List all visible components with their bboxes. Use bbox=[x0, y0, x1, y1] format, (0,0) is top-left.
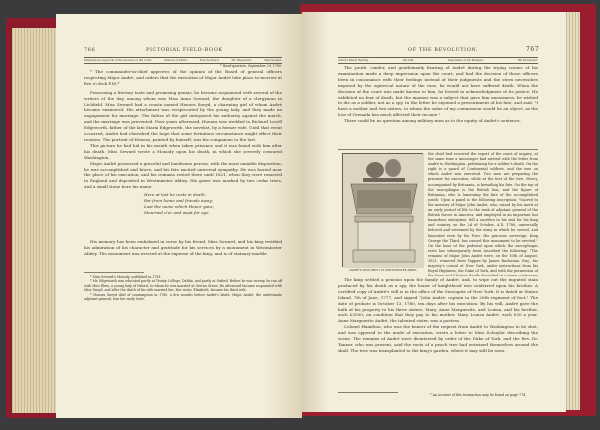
monument-illustration bbox=[342, 153, 423, 267]
footnote-rule bbox=[84, 272, 144, 273]
dateline: * Head-quarters, September 29, 1780. bbox=[219, 64, 282, 68]
subheads bbox=[338, 57, 538, 64]
footnote: * Mr. Edgeworth was educated partly at Trinity College, Dublin, and partly at Oxford. Before he was twenty, he ran off with Miss Elers, a young lady of Oxford, to whom he was married at Gretna Green. He afterward became acquainted with Miss Sneyd, and after the death of his wife married her. Her sister, Elizabeth, became his third wife. bbox=[84, 279, 282, 293]
verse-line: Here at last he rests in death, bbox=[144, 192, 207, 198]
subhead: Disposition of his Remains. bbox=[448, 59, 484, 62]
running-title: OF THE REVOLUTION. bbox=[408, 47, 479, 53]
page-number: 767 bbox=[526, 46, 540, 53]
page-edges-right bbox=[566, 12, 580, 410]
paragraph: The king settled a pension upon the family of André, and, to wipe out the imputed stain produced by his death as a spy, the honor of knighthood was conferred upon his brother. A certified copy of André's will is in the office of the Surrogate of New York. It is dated at Staten Island, 7th of June, 1777, and signed "John André, captain in the 26th regiment of foot." The date of probate is October 13, 1780, ten days after his execution. By his will, André gave the bulk of his property to his three sisters, Mary, Anne Marguerite, and Louisa, and his brother, each £3500, on condition that they pay to his mother, Mary Louisa André, each £50 a year. Anne Marguerite André, the talented sister, was a poetess. bbox=[338, 277, 538, 324]
subhead: Mr. Edgeworth. bbox=[231, 59, 253, 62]
page-number: 766 bbox=[84, 47, 96, 53]
side-text: the chief had received the report of the court of inquiry; at the same time a messenger had arrived with the letter from André to Washington, petitioning for a soldier's death. On the right is a guard of Continental soldiers, and the tree on which André was executed. Two men are preparing the prisoner for execution, while at the foot of the tree, Mercy, accompanied by Britannia, is bewailing his fate. On the top of the sarcophagus is the British lion, and the figure of Britannia, who is lamenting the fate of the accomplished youth. Upon a panel is the following inscription: "Sacred to the memory of Major John André, who, raised by his merit at an early period of life to the rank of adjutant general of the British forces in America, and employed in an important but hazardous enterprise, fell a sacrifice to his zeal for his king and country, on the 2d of October, A.D. 1780, universally beloved and esteemed by the army in which he served, and lamented even by his Foes. His gracious sovereign, King George the Third, has caused this monument to be erected." On the base of the pedestal upon which the sarcophagus rests has subsequently been inscribed the following: "The remains of Major John André were, on the 10th of August, 1821, removed from Tappan by James Buchanan, Esq., his majesty's consul at New York, under instructions from his Royal Highness, the Duke of York, and with the permission of bbox=[428, 152, 538, 274]
footnote: * An account of this transaction may be found on page 774. bbox=[430, 393, 527, 397]
paragraph: Colonel Hamilton, who was the bearer of the request from André to Washington to be shot, and was opposed to the mode of execution, wrote a letter to Miss Schuyler describing the scene. The remains of André were disinterred by order of the Duke of York, and the Rev. Dr. Tanner, who was present, said the roots of a peach tree had entwined themselves around the skull. The tree was transplanted to the king's garden, where it may still be seen. bbox=[338, 324, 538, 353]
subheads bbox=[84, 57, 282, 64]
figure-caption: ANDRÉ'S MONUMENT IN WESTMINSTER ABBEY. bbox=[348, 269, 418, 272]
left-body bbox=[84, 69, 282, 239]
divider bbox=[338, 149, 538, 150]
footnote: * Miss Seward's Monody, published in 1781. bbox=[90, 275, 162, 279]
paragraph: This picture he had hid in his mouth when taken prisoner, and it was found with him after his death. Miss Seward wrote a Monody upon his death, in which she severely censured Washington. bbox=[84, 142, 282, 160]
footnote: * Honora Sneyd died of consumption in 1780, a few months before André's death. Major André, the unfortunate adjutant-general, was her early lover. bbox=[84, 292, 282, 302]
right-body bbox=[338, 65, 538, 149]
paragraph: The youth, candor, and gentlemanly bearing of André during the trying scenes of his examination made a deep impression upon the court; and had the decision of those officers been in consonance with their feelings instead of their judgments and the stern necessities imposed by the equivocal nature of the case, he would not have suffered death. When the decision of the court was made known to him, he bowed in acknowledgment of its justice. He exhibited no fear of death, but the manner was a subject that gave him uneasiness; he wished to die as a soldier, not as a spy. In the letter he enjoined a presentiment of his fate, and said, "I have a mother and two sisters, to whom the value of my commission would be an object, as the loss of Grenada has much affected their income." bbox=[338, 65, 538, 118]
subhead: Miss Seward. bbox=[264, 59, 282, 62]
subhead: Washington's Approval of the Decision of the Court. bbox=[84, 59, 153, 62]
subhead: His Will. bbox=[402, 59, 415, 62]
paragraph: * The commander-in-chief approves of the opinion of the Board of general officers respecting Major André, and orders that the execution of Major André take place to-morrow at five o'clock P.M.* bbox=[84, 69, 282, 86]
verse-line: Mourned o'er and wept for aye. bbox=[144, 209, 210, 215]
left-body-continued bbox=[84, 239, 282, 269]
subhead: His Monument. bbox=[517, 59, 538, 62]
subhead: Honora Sneyd. bbox=[199, 59, 220, 62]
footnote-rule bbox=[338, 392, 398, 393]
verse bbox=[144, 192, 282, 216]
right-body-continued bbox=[338, 277, 538, 389]
paragraph: Major André possessed a graceful and handsome person, with the most amiable disposition; he was accomplished and brave, and his fate excited universal sympathy. He was buried near the place of his execution, and his remains rested there until 1821, when they were removed to England and deposited in Westminster Abbey. His grave was marked by two cedar trees, and a small stone bore his name: bbox=[84, 160, 282, 190]
page-edges-left bbox=[12, 28, 58, 413]
monument-engraving bbox=[343, 154, 424, 268]
verse-line: Lost the name which Honor gave, bbox=[144, 203, 215, 209]
subhead: Memoir of André. bbox=[164, 59, 188, 62]
paragraph: His memory has been embalmed in verse by his friend, Miss Seward, and his king testified his admiration of his character and gratitude for his services by a monument in Westminster Abbey. The monument was erected at the expense of the king, and is of statuary marble. bbox=[84, 239, 282, 256]
paragraph: Possessing a literary taste and promising genius, he became acquainted with several of the writers of the day, among whom was Miss Anna Seward, the daughter of a clergyman in Lichfield. Miss Seward had a cousin named Honora Sneyd, a charming girl of whom André became enamored. His attachment was reciprocated by the young lady, and they made an engagement for marriage. The father of the girl interposed his authority against the match, and the marriage was prevented. Four years afterward, Honora was wedded to Richard Lovell Edgeworth, father of the late Maria Edgeworth, the novelist, by a former wife. Until that event occurred, André had cherished the hope that some fortuitous circumstance might effect their reunion. The portrait of Honora, painted by himself, was his companion to the last. bbox=[84, 89, 282, 142]
verse-line: Far from home and friends away; bbox=[144, 198, 214, 204]
paragraph: There could be no question among military men as to the equity of André's sentence, bbox=[344, 118, 521, 124]
footnotes bbox=[84, 275, 282, 395]
running-title: PICTORIAL FIELD-BOOK bbox=[146, 47, 223, 53]
subhead: André's Manly Bearing. bbox=[338, 59, 370, 62]
